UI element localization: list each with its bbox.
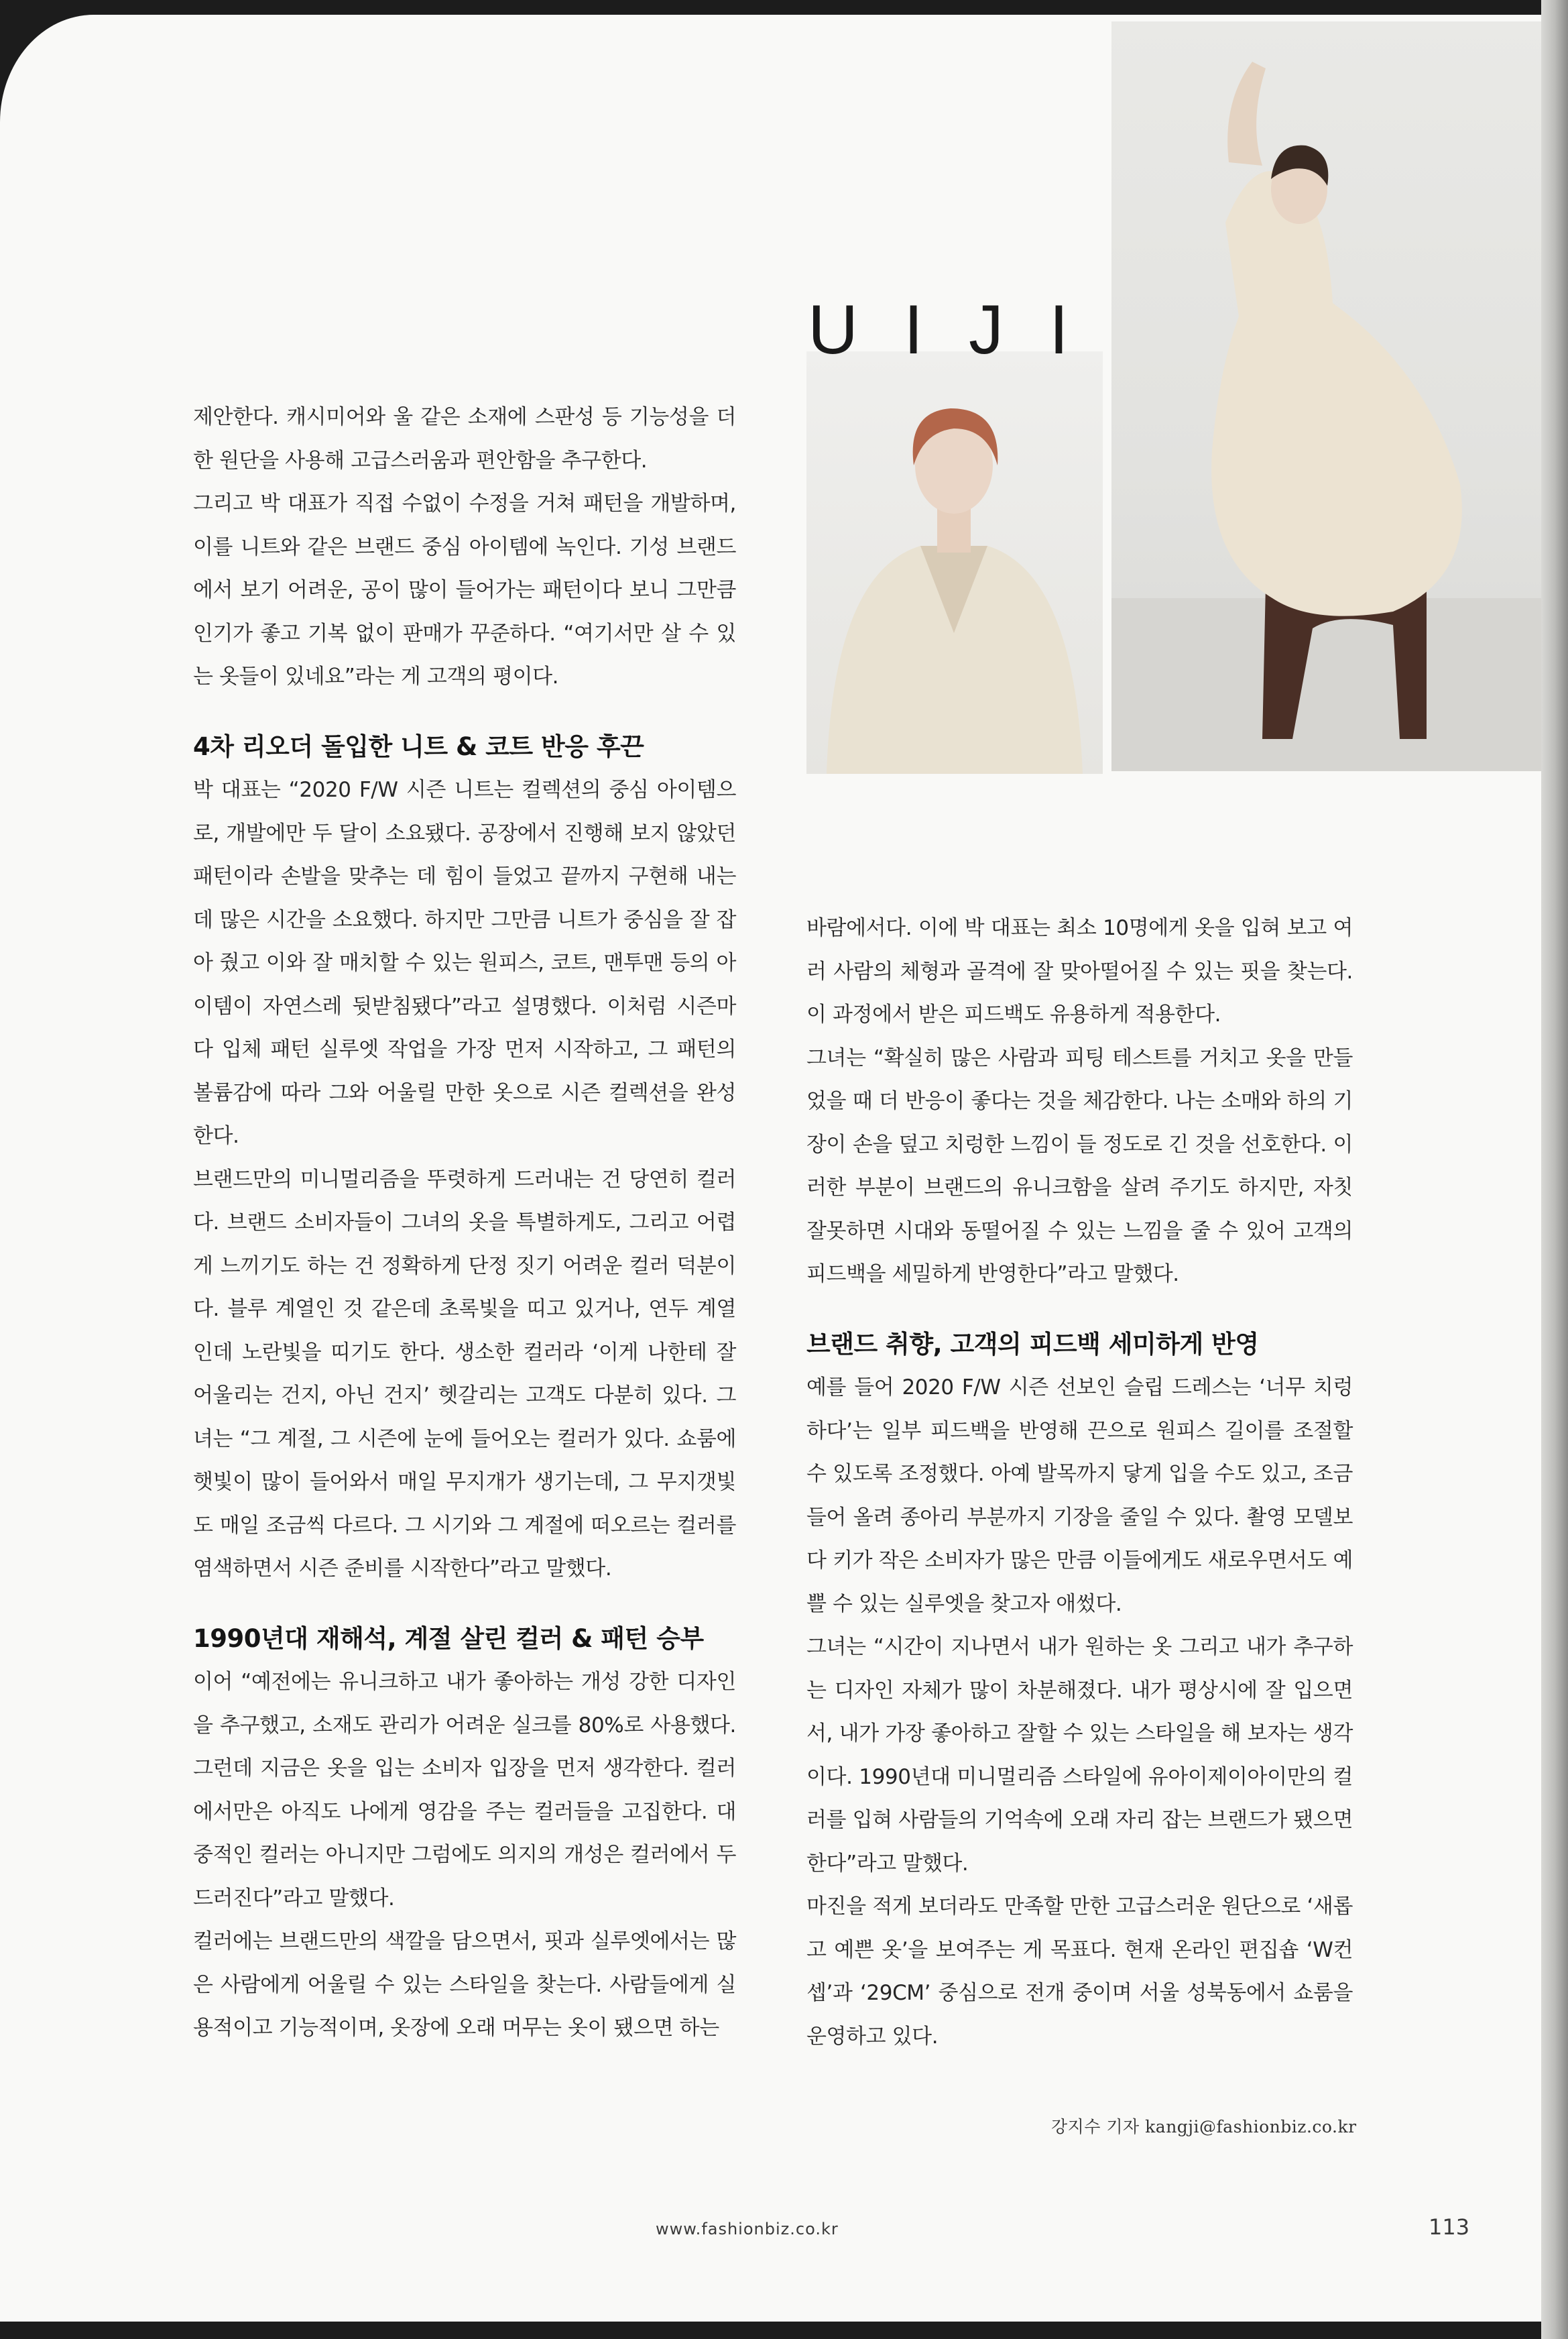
section2-paragraph-2: 컬러에는 브랜드만의 색깔을 담으면서, 핏과 실루엣에서는 많은 사람에게 어울릴 수 있는 스타일을 찾는다. 사람들에게 실용적이고 기능적이며, 옷장에 오래 머무는 옷이 됐으면 하는: [193, 1929, 736, 2040]
page-number: 113: [1429, 2214, 1470, 2240]
section1-paragraph-1: 박 대표는 “2020 F/W 시즌 니트는 컬렉션의 중심 아이템으로, 개발에만 두 달이 소요됐다. 공장에서 진행해 보지 않았던 패턴이라 손발을 맞추는 데 힘이 들었고 끝까지 구현해 내는 데 많은 시간을 소요했다. 하지만 그만큼 니트가 중심을 잘 잡아 줬고 이와 잘 매치할 수 있는 원피스, 코트, 맨투맨 등의 아이템이 자연스레 뒷받침됐다”라고 설명했다. 이처럼 시즌마다 입체 패턴 실루엣 작업을 가장 먼저 시작하고, 그 패턴의 볼륨감에 따라 그와 어울릴 만한 옷으로 시즌 컬렉션을 완성한다.: [193, 778, 736, 1148]
section3-paragraph-3: 마진을 적게 보더라도 만족할 만한 고급스러운 원단으로 ‘새롭고 예쁜 옷’을 보여주는 게 목표다. 현재 온라인 편집숍 ‘W컨셉’과 ‘29CM’ 중심으로 전개 중이며 서울 성북동에서 쇼룸을 운영하고 있다.: [806, 1894, 1353, 2049]
binding-edge: [1541, 0, 1568, 2339]
footer-url: www.fashionbiz.co.kr: [656, 2220, 839, 2238]
magazine-page: [0, 15, 1542, 2322]
section-heading-feedback: 브랜드 취향, 고객의 피드백 세미하게 반영: [806, 1329, 1259, 1359]
left-column: [193, 396, 736, 2050]
section3-paragraph-2: 그녀는 “시간이 지나면서 내가 원하는 옷 그리고 내가 추구하는 디자인 자체가 많이 차분해졌다. 내가 평상시에 잘 입으면서, 내가 가장 좋아하고 잘할 수 있는 스타일을 해 보자는 생각이다. 1990년대 미니멀리즘 스타일에 유아이제이아이만의 컬러를 입혀 사람들의 기억속에 오래 자리 잡는 브랜드가 됐으면 한다”라고 말했다.: [806, 1635, 1353, 1876]
right-paragraph-1: 바람에서다. 이에 박 대표는 최소 10명에게 옷을 입혀 보고 여러 사람의 체형과 골격에 잘 맞아떨어질 수 있는 핏을 찾는다. 이 과정에서 받은 피드백도 유용하게 적용한다.: [806, 916, 1353, 1027]
photo-model-standing: [806, 351, 1103, 774]
left-intro-paragraph-1: 제안한다. 캐시미어와 울 같은 소재에 스판성 등 기능성을 더 한 원단을 사용해 고급스러움과 편안함을 추구한다.: [193, 405, 736, 473]
brand-logo: UIJI: [808, 291, 1114, 369]
model-standing-illustration: [806, 351, 1103, 774]
right-paragraph-2: 그녀는 “확실히 많은 사람과 피팅 테스트를 거치고 옷을 만들었을 때 더 반응이 좋다는 것을 체감한다. 나는 소매와 하의 기장이 손을 덮고 치렁한 느낌이 들 정도로 긴 것을 선호한다. 이러한 부분이 브랜드의 유니크함을 살려 주기도 하지만, 자칫 잘못하면 시대와 동떨어질 수 있는 느낌을 줄 수 있어 고객의 피드백을 세밀하게 반영한다”라고 말했다.: [806, 1045, 1353, 1286]
reporter-credit: 강지수 기자 kangji@fashionbiz.co.kr: [1051, 2117, 1357, 2136]
section2-paragraph-1: 이어 “예전에는 유니크하고 내가 좋아하는 개성 강한 디자인을 추구했고, 소재도 관리가 어려운 실크를 80%로 사용했다. 그런데 지금은 옷을 입는 소비자 입장을 먼저 생각한다. 컬러에서만은 아직도 나에게 영감을 주는 컬러들을 고집한다. 대중적인 컬러는 아니지만 그럼에도 의지의 개성은 컬러에서 두드러진다”라고 말했다.: [193, 1670, 736, 1910]
model-seated-illustration: [1111, 21, 1542, 771]
right-column: [806, 907, 1353, 2058]
section1-paragraph-2: 브랜드만의 미니멀리즘을 뚜렷하게 드러내는 건 당연히 컬러다. 브랜드 소비자들이 그녀의 옷을 특별하게도, 그리고 어렵게 느끼기도 하는 건 정확하게 단정 짓기 어려운 컬러 덕분이다. 블루 계열인 것 같은데 초록빛을 띠고 있거나, 연두 계열인데 노란빛을 띠기도 한다. 생소한 컬러라 ‘이게 나한테 잘 어울리는 건지, 아닌 건지’ 헷갈리는 고객도 다분히 있다. 그녀는 “그 계절, 그 시즌에 눈에 들어오는 컬러가 있다. 쇼룸에 햇빛이 많이 들어와서 매일 무지개가 생기는데, 그 무지갯빛도 매일 조금씩 다르다. 그 시기와 그 계절에 떠오르는 컬러를 염색하면서 시즌 준비를 시작한다”라고 말했다.: [193, 1167, 736, 1581]
left-intro-paragraph-2: 그리고 박 대표가 직접 수없이 수정을 거쳐 패턴을 개발하며, 이를 니트와 같은 브랜드 중심 아이템에 녹인다. 기성 브랜드에서 보기 어려운, 공이 많이 들어가는 패턴이다 보니 그만큼 인기가 좋고 기복 없이 판매가 꾸준하다. “여기서만 살 수 있는 옷들이 있네요”라는 게 고객의 평이다.: [193, 492, 736, 689]
section-heading-knit-coat: 4차 리오더 돌입한 니트 & 코트 반응 후끈: [193, 732, 644, 761]
photo-model-seated-on-stool: [1111, 21, 1542, 771]
section-heading-1990s: 1990년대 재해석, 계절 살린 컬러 & 패턴 승부: [193, 1623, 704, 1653]
section3-paragraph-1: 예를 들어 2020 F/W 시즌 선보인 슬립 드레스는 ‘너무 치렁하다’는 일부 피드백을 반영해 끈으로 원피스 길이를 조절할 수 있도록 조정했다. 아예 발목까지 닿게 입을 수도 있고, 조금 들어 올려 종아리 부분까지 기장을 줄일 수 있다. 촬영 모델보다 키가 작은 소비자가 많은 만큼 이들에게도 새로우면서도 예쁠 수 있는 실루엣을 찾고자 애썼다.: [806, 1375, 1353, 1616]
